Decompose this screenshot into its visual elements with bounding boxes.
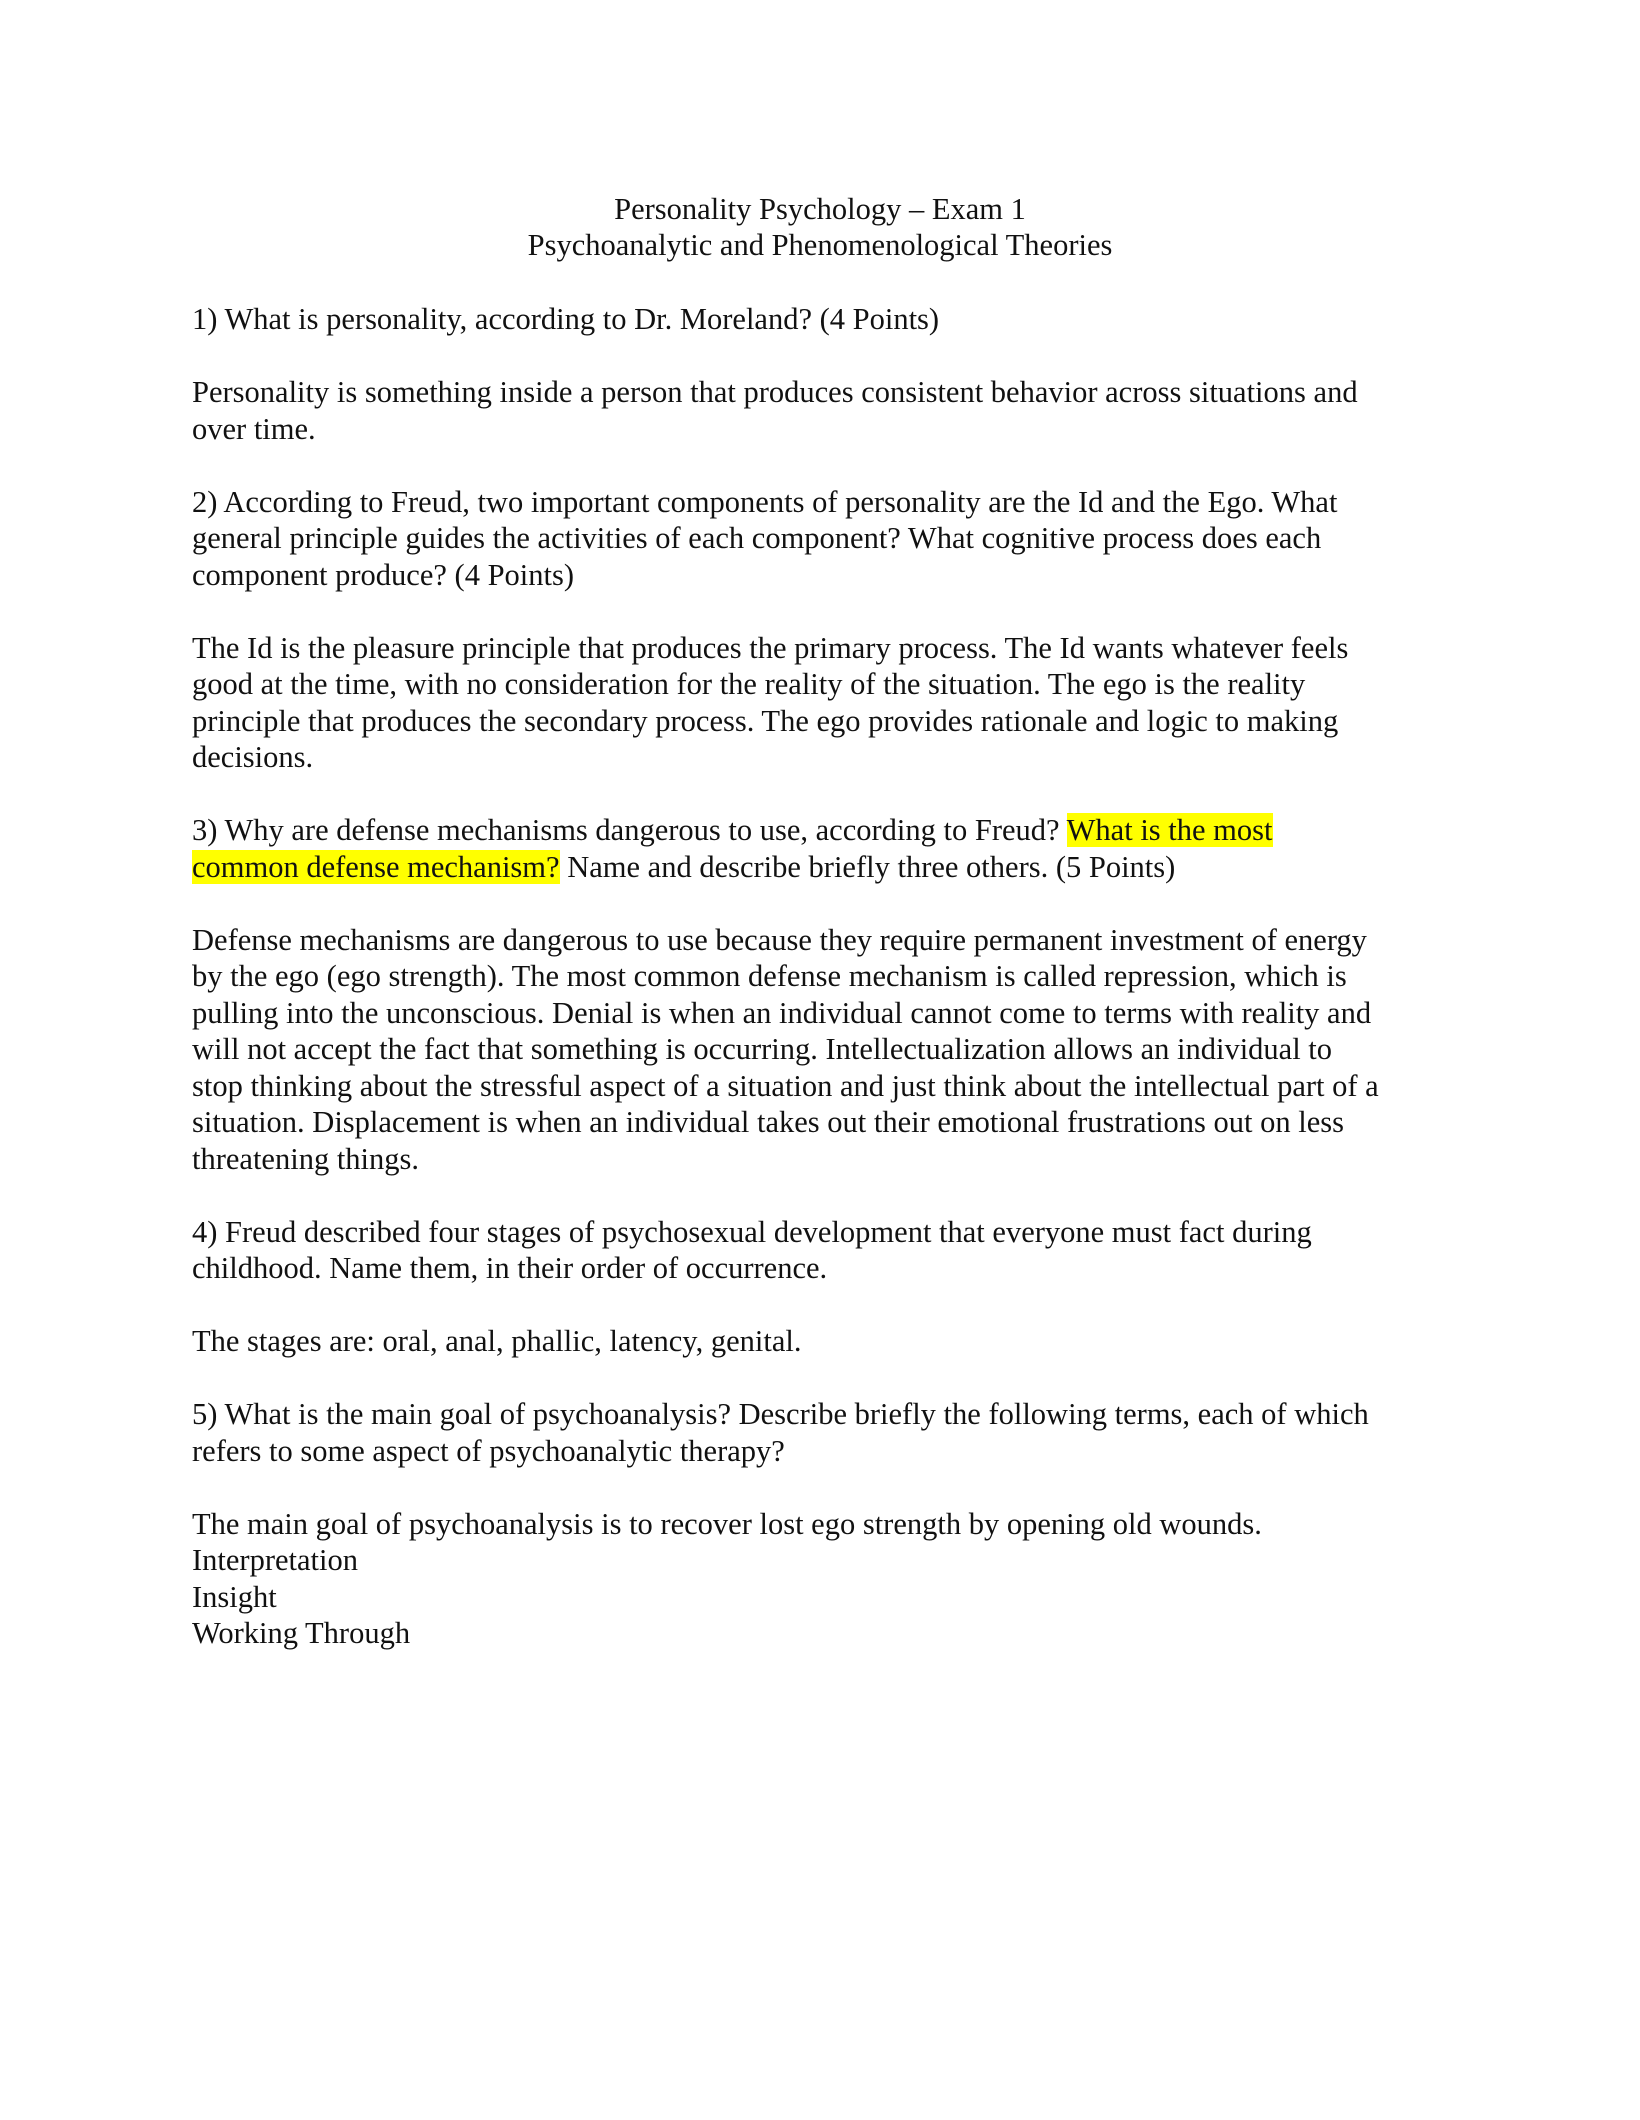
highlighted-text: common defense mechanism? [192,849,560,884]
answer-3-line: situation. Displacement is when an individual takes out their emotional frustrations out on less [192,1105,1345,1139]
answer-3-line: Defense mechanisms are dangerous to use because they require permanent investment of energy [192,922,1367,957]
question-3-plain-text: Name and describe briefly three others. (5 Points) [559,849,1176,884]
answer-2-line: The Id is the pleasure principle that produces the primary process. The Id wants whatever feels [192,630,1349,665]
answer-3-line: threatening things. [192,1141,420,1176]
question-1-text: 1) What is personality, according to Dr. Moreland? (4 Points) [192,302,940,336]
question-5 [192,1396,1454,1469]
document-header [0,191,1640,263]
answer-4 [192,1323,1454,1360]
document-title: Personality Psychology – Exam 1 [614,192,1026,226]
question-4-line: childhood. Name them, in their order of occurrence. [192,1251,828,1285]
answer-1 [192,374,1454,447]
term-working-through: Working Through [192,1616,411,1650]
answer-4-text: The stages are: oral, anal, phallic, latency, genital. [192,1324,802,1358]
answer-3-line: will not accept the fact that something is occurring. Intellectualization allows an individual to [192,1032,1333,1066]
question-3-line [192,812,1454,849]
answer-3-line: by the ego (ego strength). The most common defense mechanism is called repression, which is [192,959,1347,993]
answer-3-line: stop thinking about the stressful aspect of a situation and just think about the intellectual part of a [192,1068,1379,1103]
answer-3 [192,922,1454,1178]
question-2-line: general principle guides the activities of each component? What cognitive process does each [192,521,1322,555]
question-4 [192,1214,1454,1287]
answer-1-line: Personality is something inside a person that produces consistent behavior across situations and [192,375,1358,409]
document-subtitle: Psychoanalytic and Phenomenological Theories [527,228,1113,262]
answer-2-line: principle that produces the secondary process. The ego provides rationale and logic to making [192,703,1339,738]
question-2 [192,484,1454,594]
question-2-line: component produce? (4 Points) [192,557,575,592]
answer-2-line: decisions. [192,740,314,774]
question-3-line [192,849,1454,886]
term-insight: Insight [192,1579,277,1614]
question-5-line: 5) What is the main goal of psychoanalysis? Describe briefly the following terms, each of which [192,1397,1369,1431]
highlighted-text: What is the most [1066,813,1273,847]
document-body [192,301,1454,1652]
answer-2 [192,630,1454,776]
question-4-line: 4) Freud described four stages of psychosexual development that everyone must fact during [192,1214,1312,1249]
answer-2-line: good at the time, with no consideration for the reality of the situation. The ego is the reality [192,667,1306,701]
question-3 [192,812,1454,885]
question-1 [192,301,1454,338]
answer-1-line: over time. [192,411,316,446]
question-3-plain-text: 3) Why are defense mechanisms dangerous to use, according to Freud? [192,813,1067,847]
question-2-line: 2) According to Freud, two important components of personality are the Id and the Ego. What [192,484,1338,519]
question-5-line: refers to some aspect of psychoanalytic therapy? [192,1433,785,1468]
answer-3-line: pulling into the unconscious. Denial is when an individual cannot come to terms with reality and [192,995,1372,1030]
answer-5-line: The main goal of psychoanalysis is to recover lost ego strength by opening old wounds. [192,1506,1262,1541]
answer-5 [192,1506,1454,1652]
term-interpretation: Interpretation [192,1543,358,1577]
